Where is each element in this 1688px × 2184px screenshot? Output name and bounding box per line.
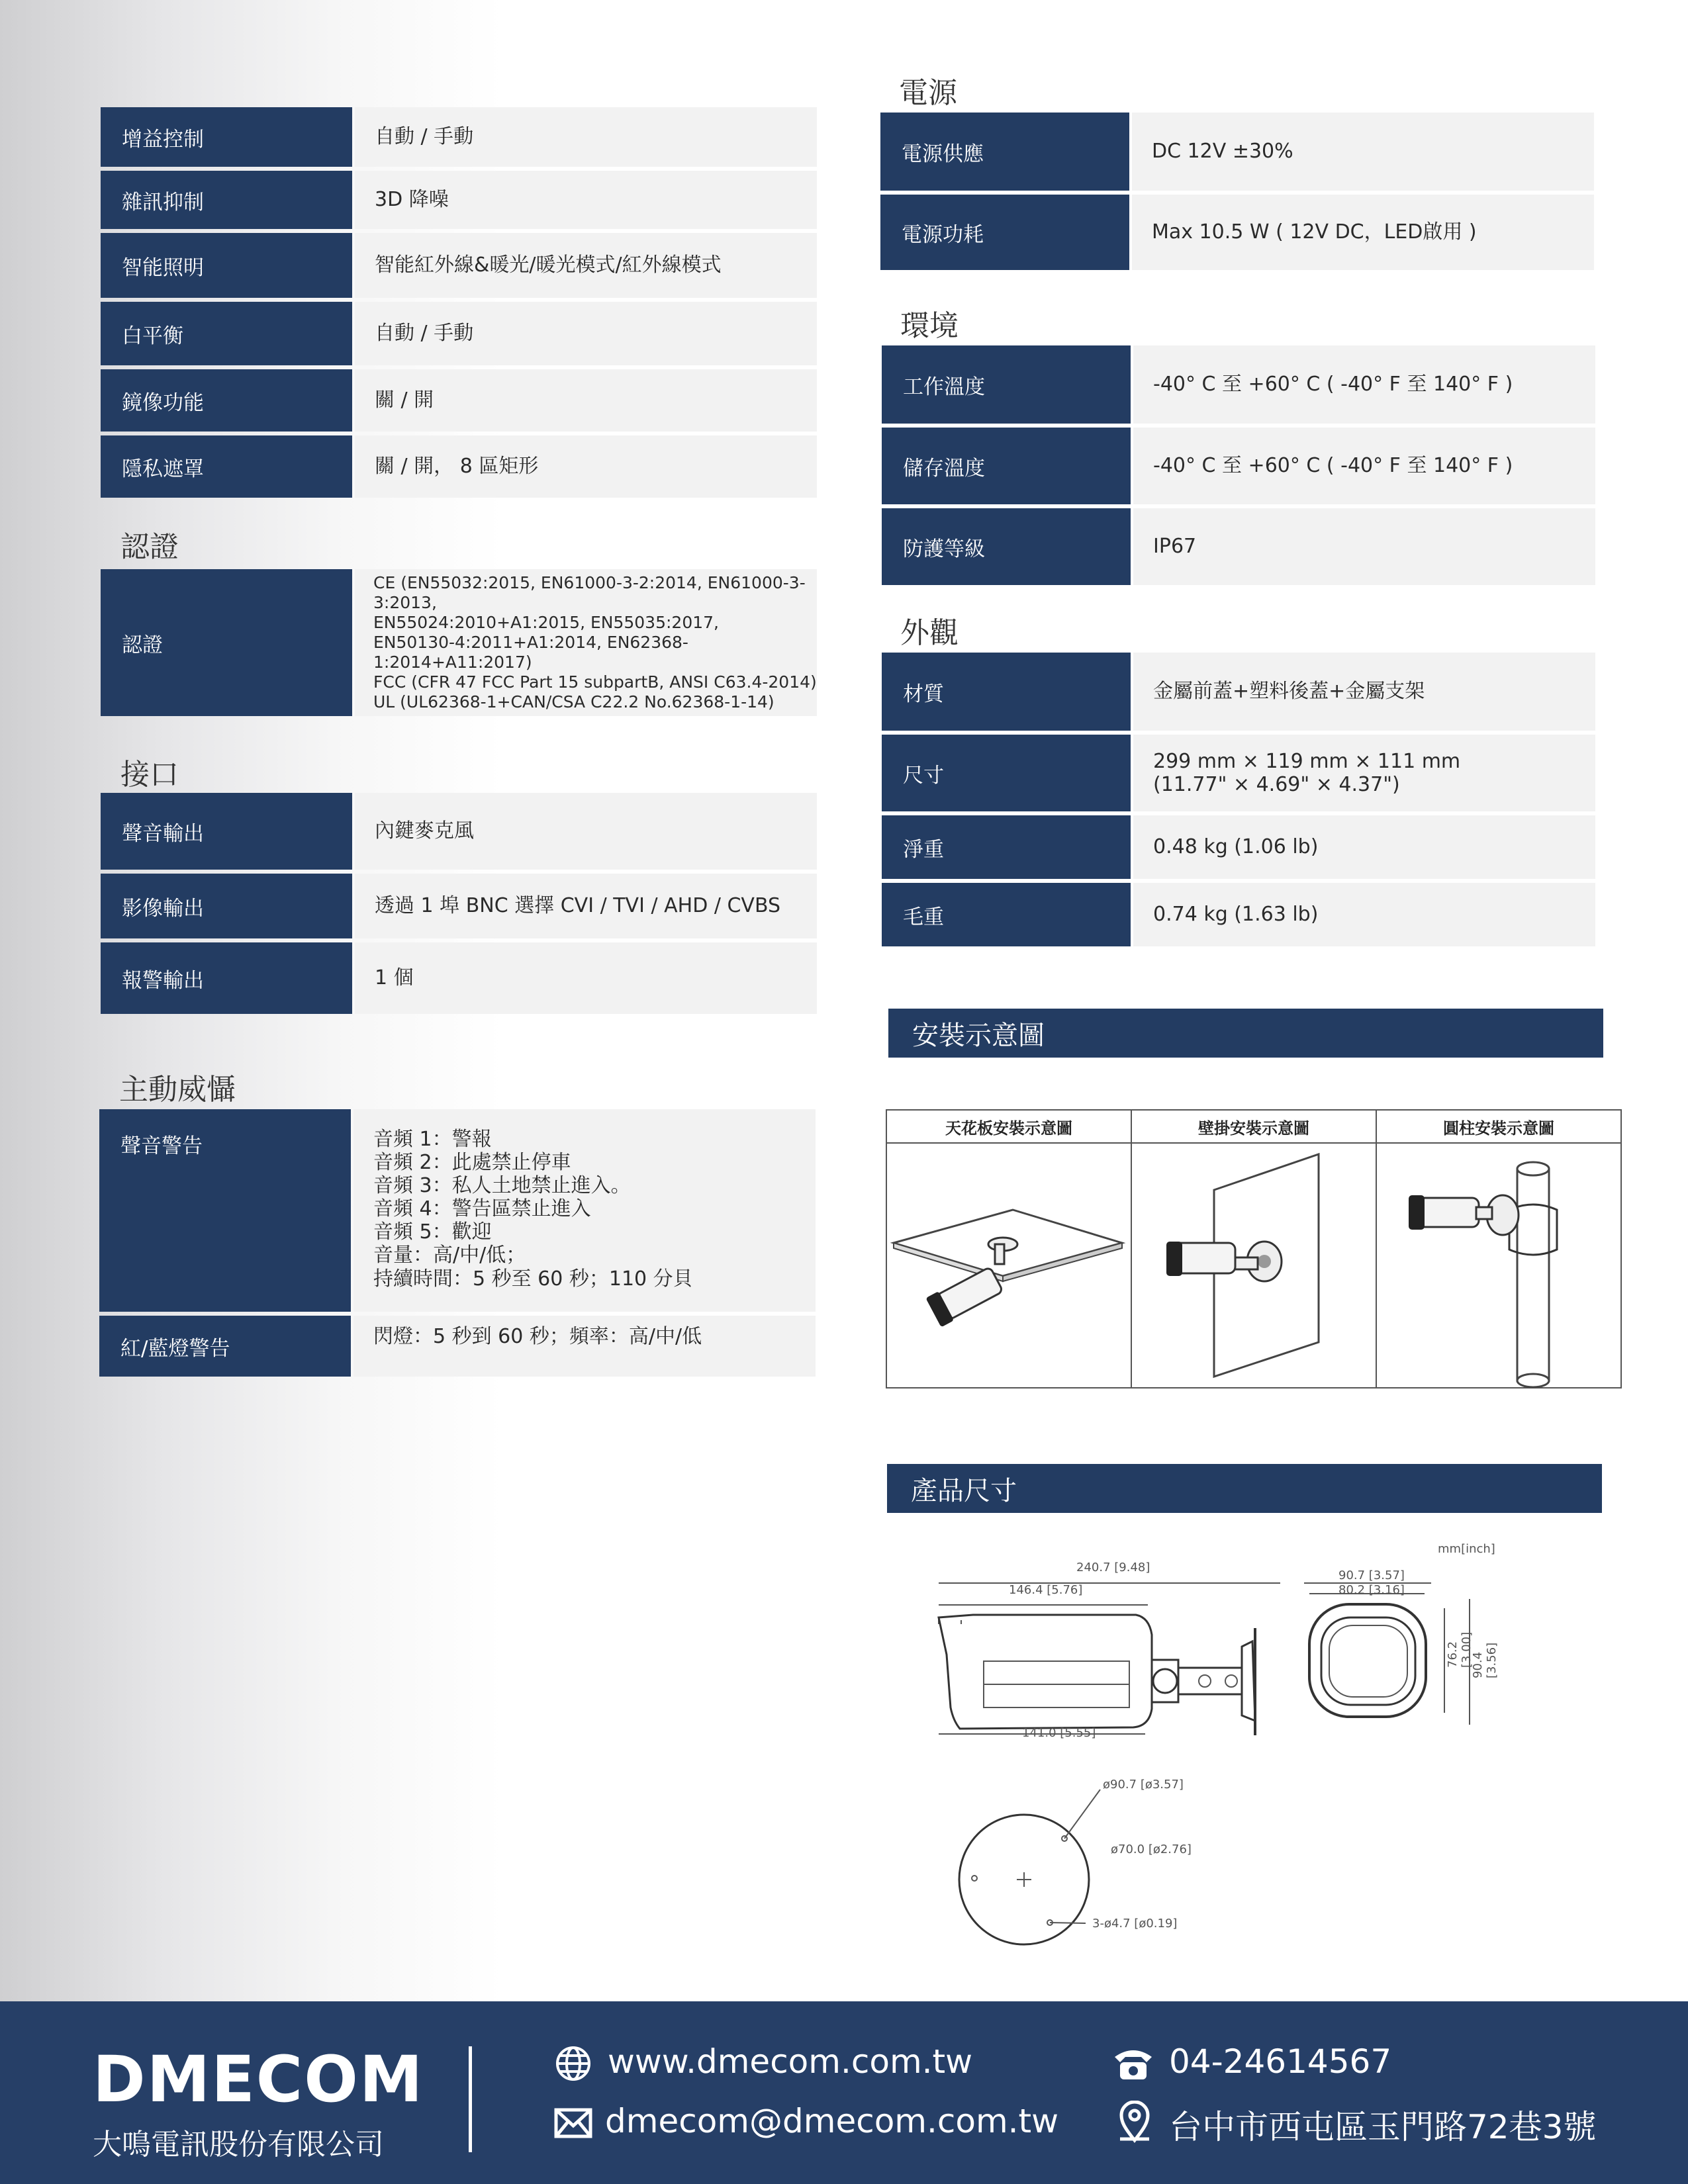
spec-value: 自動 / 手動: [355, 107, 817, 167]
dim-front-width-outer: 90.7 [3.57]: [1338, 1569, 1405, 1582]
section-title-power: 電源: [899, 76, 957, 110]
cert-table: [101, 569, 817, 720]
spec-value: 自動 / 手動: [355, 302, 817, 365]
spec-value: 關 / 開， 8 區矩形: [355, 435, 817, 498]
spec-value: 299 mm × 119 mm × 111 mm (11.77" × 4.69" × 4.37"): [1133, 735, 1595, 811]
dim-front-width-inner: 80.2 [3.16]: [1338, 1583, 1405, 1597]
spec-label: 電源供應: [880, 113, 1129, 191]
spec-row-privacy: [101, 435, 817, 498]
appearance-table: [882, 653, 1595, 950]
spec-value: 透過 1 埠 BNC 選擇 CVI / TVI / AHD / CVBS: [355, 874, 817, 938]
dim-base-inner: ø70.0 [ø2.76]: [1111, 1843, 1192, 1856]
spec-label: 淨重: [882, 815, 1131, 879]
spec-label: 電源功耗: [880, 195, 1129, 270]
globe-icon: [553, 2044, 593, 2083]
spec-label: 儲存溫度: [882, 428, 1131, 504]
install-col-ceiling: 天花板安裝示意圖: [887, 1111, 1132, 1142]
spec-value: CE (EN55032:2015, EN61000-3-2:2014, EN61000-3-3:2013, EN55024:2010+A1:2015, EN55035:2017, EN50130-4:2011+A1:2014, EN62368-1:2014+A11:2017) FCC (CFR 47 FCC Part 15 subpartB, ANSI C63.4-2014) UL (UL62368-1+CAN/CSA C22.2 No.62368-1-14): [355, 569, 817, 716]
section-title-cert: 認證: [120, 530, 179, 564]
spec-row-power-supply: [880, 113, 1594, 191]
spec-label: 毛重: [882, 883, 1131, 946]
footer: [0, 2001, 1688, 2184]
install-col-wall: 壁掛安裝示意圖: [1132, 1111, 1377, 1142]
footer-divider: [469, 2046, 472, 2152]
spec-row-protection: [882, 508, 1595, 585]
mail-icon: [553, 2107, 593, 2140]
spec-row-alarm: [101, 942, 817, 1014]
spec-label: 報警輸出: [101, 942, 352, 1014]
spec-label: 材質: [882, 653, 1131, 731]
dim-base-diameter: ø90.7 [ø3.57]: [1103, 1778, 1184, 1792]
spec-label: 鏡像功能: [101, 369, 352, 432]
spec-row-audio: [101, 793, 817, 870]
spec-row-storage-temp: [882, 428, 1595, 504]
spec-label: 紅/藍燈警告: [99, 1316, 351, 1377]
dimension-drawing: [927, 1549, 1499, 1946]
spec-value: 金屬前蓋+塑料後蓋+金屬支架: [1133, 653, 1595, 731]
spec-value: 關 / 開: [355, 369, 817, 432]
spec-label: 影像輸出: [101, 874, 352, 938]
install-diagram-table: [886, 1109, 1622, 1388]
pole-mount-illustration: [1377, 1144, 1620, 1388]
spec-row-gain: [101, 107, 817, 167]
spec-label: 智能照明: [101, 233, 352, 298]
spec-value: 0.74 kg (1.63 lb): [1133, 883, 1595, 946]
power-table: [880, 113, 1594, 274]
phone-icon: [1112, 2045, 1154, 2082]
spec-label: 增益控制: [101, 107, 352, 167]
company-name: 大鳴電訊股份有限公司: [93, 2128, 384, 2161]
location-pin-icon: [1116, 2101, 1153, 2144]
dim-front-height-outer: 90.4 [3.56]: [1471, 1642, 1499, 1678]
spec-row-size: [882, 735, 1595, 811]
spec-label: 防護等級: [882, 508, 1131, 585]
spec-value: 內鍵麥克風: [355, 793, 817, 870]
install-header: [887, 1111, 1620, 1144]
spec-value: 1 個: [355, 942, 817, 1014]
spec-row-audio-warning: [99, 1109, 816, 1312]
section-title-deterrence: 主動威懾: [119, 1073, 236, 1107]
spec-value: 閃燈：5 秒到 60 秒；頻率：高/中/低: [353, 1316, 816, 1377]
spec-value: IP67: [1133, 508, 1595, 585]
spec-label: 白平衡: [101, 302, 352, 365]
spec-value: Max 10.5 W ( 12V DC，LED啟用 ): [1132, 195, 1594, 270]
ceiling-mount-illustration: [887, 1144, 1132, 1388]
dimension-unit: mm[inch]: [1438, 1542, 1495, 1556]
section-title-environment: 環境: [900, 309, 959, 343]
spec-label: 認證: [101, 569, 352, 716]
dim-body-length: 146.4 [5.76]: [1009, 1583, 1083, 1597]
dimensions-title-bar: 產品尺寸: [887, 1464, 1602, 1513]
spec-label: 雜訊抑制: [101, 171, 352, 229]
deterrence-table: [99, 1109, 816, 1381]
left-spec-table: [101, 107, 817, 502]
environment-table: [882, 345, 1595, 589]
spec-row-noise: [101, 171, 817, 229]
spec-value: DC 12V ±30%: [1132, 113, 1594, 191]
spec-label: 尺寸: [882, 735, 1131, 811]
spec-row-gross-weight: [882, 883, 1595, 946]
spec-row-cert: [101, 569, 817, 716]
section-title-appearance: 外觀: [900, 616, 959, 650]
spec-row-wb: [101, 302, 817, 365]
spec-value: -40° C 至 +60° C ( -40° F 至 140° F ): [1133, 428, 1595, 504]
dim-front-height-inner: 76.2 [3.00]: [1446, 1631, 1474, 1668]
spec-row-video: [101, 874, 817, 938]
spec-value: 3D 降噪: [355, 171, 817, 229]
spec-row-net-weight: [882, 815, 1595, 879]
spec-value: 0.48 kg (1.06 lb): [1133, 815, 1595, 879]
spec-row-lighting: [101, 233, 817, 298]
spec-label: 隱私遮罩: [101, 435, 352, 498]
interface-table: [101, 793, 817, 1018]
install-col-pole: 圓柱安裝示意圖: [1443, 1118, 1554, 1138]
spec-value: -40° C 至 +60° C ( -40° F 至 140° F ): [1133, 345, 1595, 424]
spec-value: 智能紅外線&暖光/暖光模式/紅外線模式: [355, 233, 817, 298]
spec-value: 音頻 1：警報 音頻 2：此處禁止停車 音頻 3：私人土地禁止進入。 音頻 4：警告區禁止進入 音頻 5：歡迎 音量：高/中/低； 持續時間：5 秒至 60 秒；110 分貝: [353, 1109, 816, 1312]
address: 台中市西屯區玉門路72巷3號: [1169, 2108, 1597, 2146]
email-link[interactable]: dmecom@dmecom.com.tw: [605, 2102, 1059, 2140]
brand-logo: DMECOM: [93, 2042, 424, 2116]
install-title-bar: 安裝示意圖: [888, 1009, 1603, 1058]
dim-total-length: 240.7 [9.48]: [1076, 1561, 1150, 1574]
spec-label: 工作溫度: [882, 345, 1131, 424]
spec-row-operating-temp: [882, 345, 1595, 424]
spec-label: 聲音輸出: [101, 793, 352, 870]
spec-row-material: [882, 653, 1595, 731]
section-title-interface: 接口: [120, 758, 179, 792]
website-link[interactable]: www.dmecom.com.tw: [608, 2042, 973, 2081]
spec-row-power-consumption: [880, 195, 1594, 270]
install-images: [887, 1144, 1620, 1388]
spec-label: 聲音警告: [99, 1109, 351, 1312]
dim-bottom-length: 141.0 [5.55]: [1022, 1726, 1096, 1740]
wall-mount-illustration: [1132, 1144, 1377, 1388]
spec-row-light-warning: [99, 1316, 816, 1377]
dim-holes: 3-ø4.7 [ø0.19]: [1092, 1917, 1178, 1931]
phone-number[interactable]: 04-24614567: [1169, 2042, 1392, 2081]
spec-row-mirror: [101, 369, 817, 432]
